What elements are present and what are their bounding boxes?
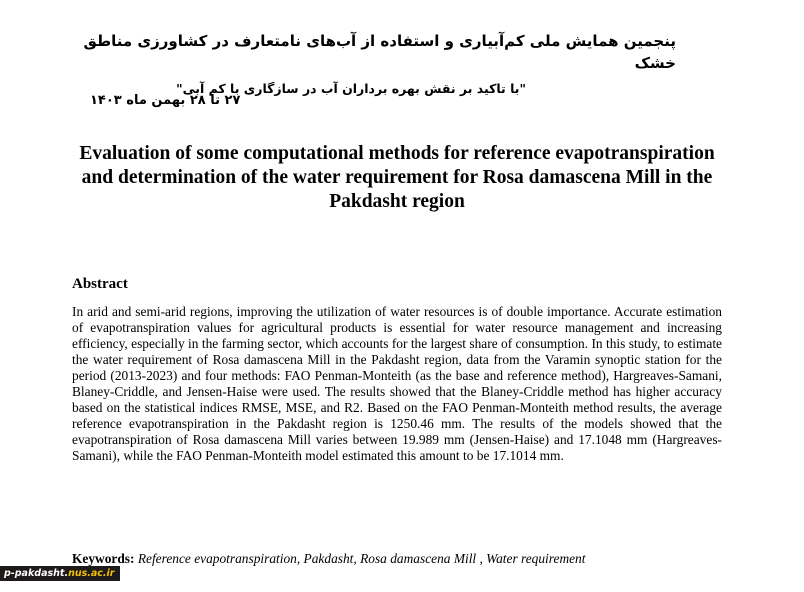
site-watermark: [0, 566, 120, 581]
keywords-text: Reference evapotranspiration, Pakdasht, Rosa damascena Mill , Water requirement: [134, 551, 586, 566]
conference-title: پنجمین همایش ملی کم‌آبیاری و استفاده از آب‌های نامتعارف در کشاورزی مناطق خشک: [83, 32, 676, 72]
abstract-heading: Abstract: [72, 276, 128, 292]
conference-date: ۲۷ تا ۲۸ بهمن ماه ۱۴۰۳: [90, 93, 241, 108]
keywords: [72, 551, 585, 567]
keywords-label: Keywords:: [72, 551, 135, 566]
abstract-text: In arid and semi-arid regions, improving the utilization of water resources is of double importance. Accurate estimation of evapotranspiration values for agricultural products is essential for water resource management and increasing efficiency, especially in the farming sector, which accounts for the largest share of consumption. In this study, to estimate the water requirement of Rosa damascena Mill in the Pakdasht region, data from the Varamin synoptic station for the period (2013-2023) and four methods: FAO Penman-Monteith (as the base and reference method), Hargreaves-Samani, Blaney-Criddle, and Jensen-Haise were used. The results showed that the Blaney-Criddle method has higher accuracy based on the statistical indices RMSE, MSE, and R2. Based on the FAO Penman-Monteith method results, the average reference evapotranspiration in the Pakdasht region is 1250.46 mm. The results of the models showed that the evapotranspiration of Rosa damascena Mill varies between 19.989 mm (Jensen-Haise) and 17.1048 mm (Hargreaves-Samani), while the FAO Penman-Monteith model estimated this amount to be 17.1014 mm.: [72, 304, 722, 463]
watermark-prefix: p-pakdasht.: [4, 568, 69, 579]
watermark-domain: nus.ac.ir: [68, 568, 115, 579]
conference-subtitle: "با تاکید بر نقش بهره برداران آب در سازگاری با کم آبی": [176, 81, 526, 96]
conference-header: [76, 30, 676, 98]
paper-title: Evaluation of some computational methods for reference evapotranspiration and determination of the water requirement for Rosa damascena Mill in the Pakdasht region: [79, 143, 715, 212]
